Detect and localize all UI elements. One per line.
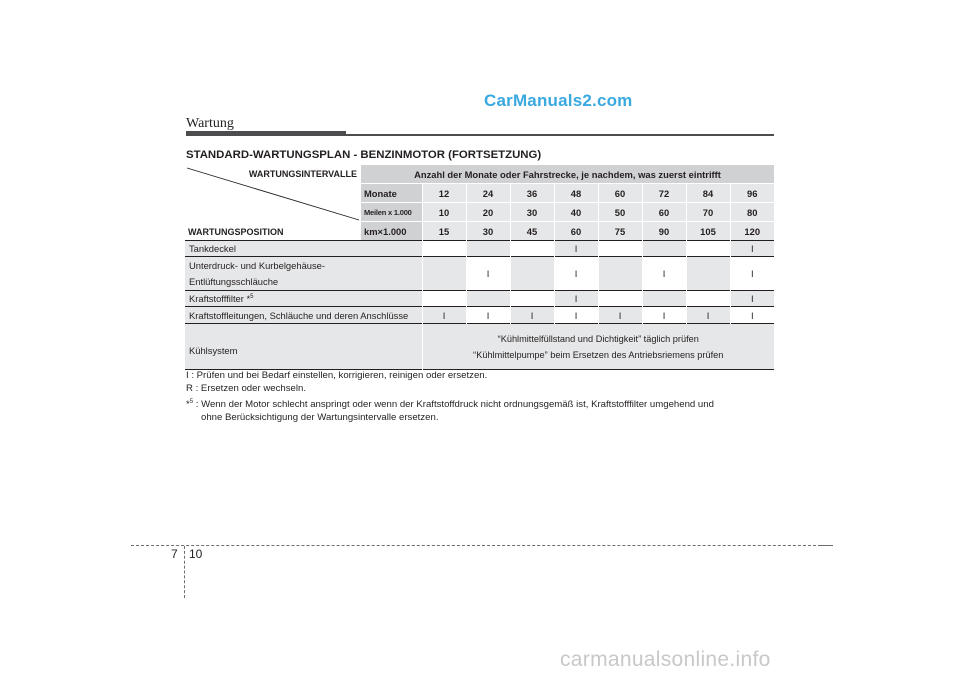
header-rule-thick xyxy=(186,131,346,136)
interval-value: 105 xyxy=(686,222,730,241)
item-name xyxy=(185,291,422,307)
page-number: 10 xyxy=(189,547,203,561)
interval-value: 96 xyxy=(730,184,774,203)
interval-value: 90 xyxy=(642,222,686,241)
table-row xyxy=(185,291,774,307)
interval-value: 15 xyxy=(422,222,466,241)
item-cell xyxy=(642,241,686,257)
item-cell: I xyxy=(466,257,510,291)
footnote-marker: 5 xyxy=(250,293,254,300)
interval-value: 84 xyxy=(686,184,730,203)
interval-value: 30 xyxy=(466,222,510,241)
legend-inspect: I : Prüfen und bei Bedarf einstellen, korrigieren, reinigen oder ersetzen. xyxy=(186,370,488,381)
coolant-note xyxy=(422,324,774,370)
item-cell: I xyxy=(554,291,598,307)
footer-watermark: carmanualsonline.info xyxy=(560,648,771,671)
footer-dashed-rule xyxy=(131,545,831,546)
table-corner-header xyxy=(185,165,361,241)
item-cell xyxy=(598,241,642,257)
interval-value: 12 xyxy=(422,184,466,203)
item-cell xyxy=(510,241,554,257)
chapter-number: 7 xyxy=(171,547,178,561)
interval-value: 10 xyxy=(422,203,466,222)
interval-value: 45 xyxy=(510,222,554,241)
footnote-star: * xyxy=(186,399,190,411)
footnote-text: : Wenn der Motor schlecht anspringt oder wenn der Kraftstoffdruck nicht ordnungsgemäß ist, Kraftstofffilter umgehend und xyxy=(195,399,714,411)
interval-value: 75 xyxy=(598,222,642,241)
maintenance-table xyxy=(185,165,774,370)
interval-unit: km×1.000 xyxy=(361,222,422,241)
plan-title: STANDARD-WARTUNGSPLAN - BENZINMOTOR (FORTSETZUNG) xyxy=(186,149,542,161)
item-cell: I xyxy=(642,307,686,324)
item-cell xyxy=(598,291,642,307)
interval-value: 30 xyxy=(510,203,554,222)
item-name: Kühlsystem xyxy=(185,324,422,370)
interval-value: 40 xyxy=(554,203,598,222)
item-name: Kraftstoffleitungen, Schläuche und deren Anschlüsse xyxy=(185,307,422,324)
footnote-text-cont: ohne Berücksichtigung der Wartungsintervalle ersetzen. xyxy=(201,411,439,423)
item-cell: I xyxy=(554,257,598,291)
coolant-note-line2: “Kühlmittelpumpe” beim Ersetzen des Antriebsriemens prüfen xyxy=(473,349,724,360)
corner-label-positions: WARTUNGSPOSITION xyxy=(188,227,284,237)
interval-value: 60 xyxy=(642,203,686,222)
footnote-sup: 5 xyxy=(189,399,194,405)
interval-unit: Meilen x 1.000 xyxy=(361,203,422,222)
item-cell xyxy=(466,291,510,307)
item-cell xyxy=(466,241,510,257)
interval-value: 80 xyxy=(730,203,774,222)
item-cell xyxy=(422,291,466,307)
section-title: Wartung xyxy=(186,116,234,131)
item-cell: I xyxy=(730,307,774,324)
watermark-text: CarManuals2.com xyxy=(484,91,633,110)
item-cell: I xyxy=(422,307,466,324)
item-cell: I xyxy=(510,307,554,324)
item-cell: I xyxy=(730,291,774,307)
item-cell xyxy=(422,257,466,291)
interval-value: 120 xyxy=(730,222,774,241)
item-cell xyxy=(686,291,730,307)
item-cell: I xyxy=(686,307,730,324)
item-cell: I xyxy=(730,257,774,291)
legend-replace: R : Ersetzen oder wechseln. xyxy=(186,383,306,394)
coolant-note-line1: “Kühlmittelfüllstand und Dichtigkeit” täglich prüfen xyxy=(497,333,699,344)
item-name-text: Kraftstofffilter * xyxy=(189,293,251,304)
item-name-line1: Unterdruck- und Kurbelgehäuse- xyxy=(189,259,326,271)
interval-value: 70 xyxy=(686,203,730,222)
item-cell xyxy=(598,257,642,291)
item-name-line2: Entlüftungsschläuche xyxy=(189,275,279,287)
interval-value: 72 xyxy=(642,184,686,203)
table-row xyxy=(185,257,774,291)
item-cell: I xyxy=(642,257,686,291)
corner-label-intervals: WARTUNGSINTERVALLE xyxy=(248,169,357,179)
item-cell xyxy=(510,257,554,291)
item-name: Tankdeckel xyxy=(185,241,422,257)
item-cell xyxy=(686,241,730,257)
header-rule-thin xyxy=(346,134,774,136)
interval-value: 60 xyxy=(598,184,642,203)
interval-header: Anzahl der Monate oder Fahrstrecke, je nachdem, was zuerst eintrifft xyxy=(361,165,774,184)
table-row xyxy=(185,307,774,324)
interval-value: 50 xyxy=(598,203,642,222)
interval-value: 36 xyxy=(510,184,554,203)
item-cell xyxy=(422,241,466,257)
footer-rule-end xyxy=(820,545,833,547)
table-row xyxy=(185,324,774,370)
footer-dashed-divider xyxy=(184,546,185,598)
item-cell xyxy=(686,257,730,291)
interval-unit: Monate xyxy=(361,184,422,203)
item-cell: I xyxy=(466,307,510,324)
item-cell xyxy=(642,291,686,307)
item-cell: I xyxy=(730,241,774,257)
item-cell: I xyxy=(554,241,598,257)
item-name xyxy=(185,257,422,291)
interval-value: 24 xyxy=(466,184,510,203)
item-cell: I xyxy=(598,307,642,324)
interval-value: 20 xyxy=(466,203,510,222)
item-cell: I xyxy=(554,307,598,324)
interval-value: 48 xyxy=(554,184,598,203)
item-cell xyxy=(510,291,554,307)
legend-footnote xyxy=(186,396,776,424)
table-row xyxy=(185,241,774,257)
interval-value: 60 xyxy=(554,222,598,241)
